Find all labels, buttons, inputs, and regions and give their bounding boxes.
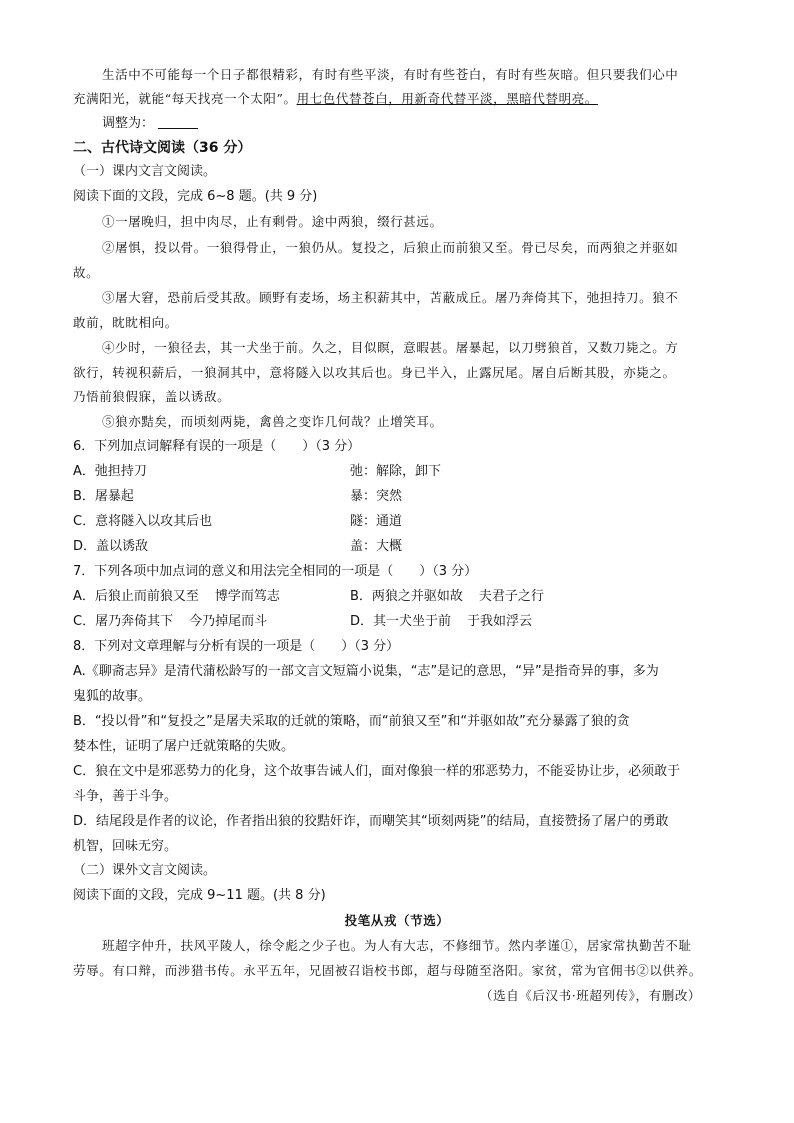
q6-option-d: D．盖以诱敌	[73, 539, 149, 554]
q7-c-second: 今乃掉尾而斗	[189, 614, 268, 629]
q7-option-a	[73, 588, 280, 606]
q7-a-second: 博学而笃志	[214, 589, 280, 604]
passage-2-line-1: 班超字仲升，扶风平陵人，徐令彪之少子也。为人有大志，不修细节。然内孝谨①，居家常执勤苦不耻	[102, 938, 692, 953]
intro-line-1: 生活中不可能每一个日子都很精彩，有时有些平淡，有时有些苍白，有时有些灰暗。但只要我们心中	[102, 67, 679, 82]
q7-b-second: 夫君子之行	[478, 589, 544, 604]
q7-option-d	[350, 613, 532, 631]
instruction-2: 阅读下面的文段，完成 9~11 题。(共 8 分)	[73, 888, 326, 903]
q6-option-c-explanation: 隧：通道	[350, 514, 403, 529]
q7-c-first: C．屠乃奔倚其下	[73, 614, 174, 629]
passage-2-source: （选自《后汉书·班超列传》，有删改）	[480, 988, 702, 1003]
q8-option-c-line-2: 斗争，善于斗争。	[73, 789, 178, 804]
underlined-sentence: 用七色代替苍白，用新奇代替平淡，黑暗代替明亮。	[296, 91, 598, 106]
passage-paragraph-3-line-1: ③屠大窘，恐前后受其敌。顾野有麦场，场主积薪其中，苫蔽成丘。屠乃奔倚其下，弛担持刀。狼不	[102, 290, 679, 305]
q6-option-b-explanation: 暴：突然	[350, 489, 403, 504]
q8-option-b-line-1: B．“投以骨”和“复投之”是屠夫采取的迁就的策略，而“前狼又至”和“并驱如故”充分暴露了狼的贪	[73, 714, 630, 729]
passage-paragraph-4-line-3: 乃悟前狼假寐，盖以诱敌。	[73, 389, 231, 404]
q6-option-b: B．屠暴起	[73, 489, 134, 504]
q6-option-a-explanation: 弛：解除，卸下	[350, 464, 442, 479]
q6-option-a: A．弛担持刀	[73, 464, 147, 479]
q8-option-b-line-2: 婪本性，证明了屠户迁就策略的失败。	[73, 739, 295, 754]
subsection-1-title: （一）课内文言文阅读。	[73, 164, 217, 179]
q7-b-first: B．两狼之并驱如故	[350, 589, 463, 604]
passage-paragraph-2-line-1: ②屠惧，投以骨。一狼得骨止，一狼仍从。复投之，后狼止而前狼又至。骨已尽矣，而两狼之并驱如	[102, 240, 679, 255]
q8-option-a-line-2: 鬼狐的故事。	[73, 689, 152, 704]
q8-option-d-line-2: 机智，回味无穷。	[73, 839, 178, 854]
subsection-2-title: （二）课外文言文阅读。	[73, 863, 217, 878]
q8-option-c-line-1: C．狼在文中是邪恶势力的化身，这个故事告诫人们，面对像狼一样的邪恶势力，不能妥协让步，必须敢于	[73, 764, 681, 779]
q8-option-d-line-1: D．结尾段是作者的议论，作者指出狼的狡黠奸诈，而嘲笑其“顷刻两毙”的结局，直接赞扬了屠户的勇敢	[73, 814, 669, 829]
instruction-1: 阅读下面的文段，完成 6~8 题。(共 9 分)	[73, 189, 318, 204]
q7-d-first: D．其一犬坐于前	[350, 614, 452, 629]
adjust-label: 调整为：	[102, 116, 155, 131]
passage-paragraph-4-line-1: ④少时，一狼径去，其一犬坐于前。久之，目似瞑，意暇甚。屠暴起，以刀劈狼首，又数刀毙之。方	[102, 340, 679, 355]
passage-paragraph-1: ①一屠晚归，担中肉尽，止有剩骨。途中两狼，缀行甚远。	[102, 214, 443, 229]
answer-blank[interactable]	[158, 115, 198, 129]
question-8-stem: 8．下列对文章理解与分析有误的一项是（ ）（3 分）	[73, 639, 400, 654]
adjust-line	[102, 115, 198, 133]
intro-line-2-text: 充满阳光，就能“每天找亮一个太阳”。	[73, 91, 297, 106]
intro-line-2	[73, 90, 598, 108]
passage-paragraph-4-line-2: 欲行，转视积薪后，一狼洞其中，意将隧入以攻其后也。身已半入，止露尻尾。屠自后断其股，亦毙之。	[73, 365, 676, 380]
passage-2-line-2: 劳辱。有口辩，而涉猎书传。永平五年，兄固被召诣校书郎，超与母随至洛阳。家贫，常为官佣书②以供养。	[73, 963, 702, 978]
q7-d-second: 于我如浮云	[467, 614, 533, 629]
passage-2-title: 投笔从戎（节选）	[344, 913, 450, 928]
q6-option-d-explanation: 盖：大概	[350, 539, 403, 554]
q7-a-first: A．后狼止而前狼又至	[73, 589, 199, 604]
question-6-stem: 6．下列加点词解释有误的一项是（ ）（3 分）	[73, 439, 361, 454]
q7-option-b	[350, 588, 544, 606]
q6-option-c: C．意将隧入以攻其后也	[73, 514, 213, 529]
passage-paragraph-3-line-2: 敢前，眈眈相向。	[73, 315, 178, 330]
passage-paragraph-5: ⑤狼亦黠矣，而顷刻两毙，禽兽之变诈几何哉？止增笑耳。	[102, 414, 443, 429]
question-7-stem: 7．下列各项中加点词的意义和用法完全相同的一项是（ ）（3 分）	[73, 564, 478, 579]
passage-paragraph-2-line-2: 故。	[73, 265, 100, 280]
q8-option-a-line-1: A.《聊斋志异》是清代蒲松龄写的一部文言文短篇小说集，“志”是记的意思，“异”是指奇异的事，多为	[73, 664, 659, 679]
q7-option-c	[73, 613, 267, 631]
section-2-title: 二、古代诗文阅读（36 分）	[73, 140, 252, 156]
